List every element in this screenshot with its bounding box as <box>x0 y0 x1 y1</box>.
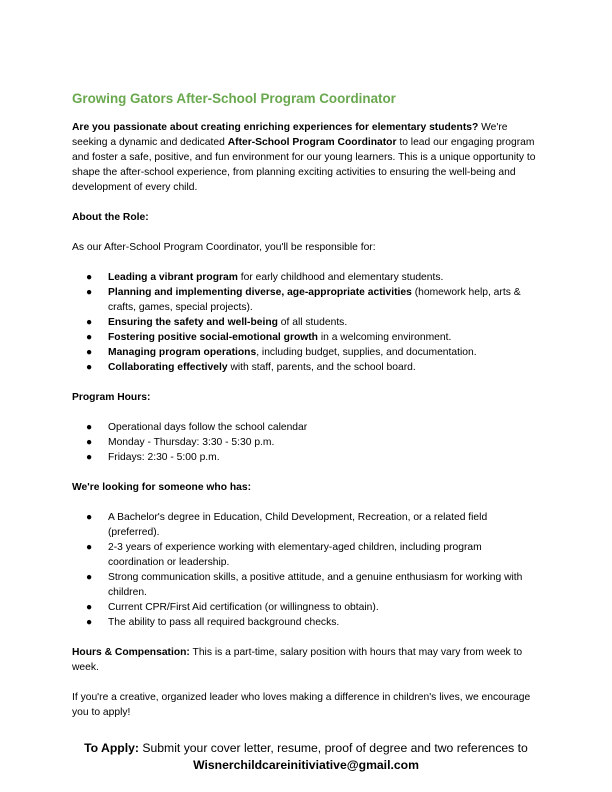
hours-heading: Program Hours: <box>72 392 151 403</box>
list-item <box>72 330 540 345</box>
compensation-text: This is a part-time, salary position with hours that may vary from week to week. <box>72 647 523 673</box>
bullet-icon: ● <box>86 512 93 523</box>
apply-line <box>72 740 540 757</box>
looking-heading: We're looking for someone who has: <box>72 482 252 493</box>
item-text: Fridays: 2:30 - 5:00 p.m. <box>108 452 220 463</box>
list-item <box>72 540 540 570</box>
list-item <box>72 510 540 540</box>
list-item <box>72 600 540 615</box>
bullet-icon: ● <box>86 572 93 583</box>
intro-paragraph <box>72 120 540 195</box>
item-text: Strong communication skills, a positive attitude, and a genuine enthusiasm for working with children. <box>108 572 523 598</box>
apply-label: To Apply: <box>84 741 139 755</box>
bullet-icon: ● <box>86 437 93 448</box>
list-item <box>72 570 540 600</box>
bullet-icon: ● <box>86 422 93 433</box>
item-bold: Planning and implementing diverse, age-appropriate activities <box>108 287 412 298</box>
bullet-icon: ● <box>86 617 93 628</box>
qualifications-list <box>72 510 540 630</box>
item-text: in a welcoming environment. <box>317 332 452 343</box>
item-text: The ability to pass all required background checks. <box>108 617 340 628</box>
bullet-icon: ● <box>86 452 93 463</box>
item-text: 2-3 years of experience working with elementary-aged children, including program coordination or leadership. <box>108 542 482 568</box>
apply-text: Submit your cover letter, resume, proof of degree and two references to <box>138 741 528 755</box>
list-item <box>72 615 540 630</box>
closing-paragraph: If you're a creative, organized leader who loves making a difference in children's lives, we encourage you to apply! <box>72 692 531 718</box>
intro-text-2: to lead our engaging program and foster a safe, positive, and fun environment for our young learners. This is a unique opportunity to shape the after-school experience, from planning exciting activities to ensuring the well-being and development of every child. <box>72 137 536 193</box>
list-item <box>72 315 540 330</box>
item-text: for early childhood and elementary students. <box>237 272 444 283</box>
item-text: A Bachelor's degree in Education, Child Development, Recreation, or a related field (preferred). <box>108 512 488 538</box>
compensation-label: Hours & Compensation: <box>72 647 190 658</box>
list-item <box>72 345 540 360</box>
item-text: Monday - Thursday: 3:30 - 5:30 p.m. <box>108 437 275 448</box>
apply-email[interactable]: Wisnerchildcareinitiviative@gmail.com <box>193 758 419 772</box>
intro-role: After-School Program Coordinator <box>227 137 397 148</box>
hours-list <box>72 420 540 465</box>
apply-section <box>72 740 540 774</box>
bullet-icon: ● <box>86 347 93 358</box>
bullet-icon: ● <box>86 317 93 328</box>
list-item <box>72 270 540 285</box>
item-text: with staff, parents, and the school board. <box>227 362 416 373</box>
bullet-icon: ● <box>86 602 93 613</box>
about-lead: As our After-School Program Coordinator, you'll be responsible for: <box>72 242 376 253</box>
bullet-icon: ● <box>86 272 93 283</box>
item-bold: Collaborating effectively <box>108 362 228 373</box>
item-text: Operational days follow the school calendar <box>108 422 308 433</box>
item-bold: Managing program operations <box>108 347 257 358</box>
bullet-icon: ● <box>86 542 93 553</box>
item-text: (homework help, arts & crafts, games, special projects). <box>108 287 521 313</box>
list-item <box>72 420 540 435</box>
list-item <box>72 450 540 465</box>
intro-text-1: We're seeking a dynamic and dedicated <box>72 122 508 148</box>
bullet-icon: ● <box>86 362 93 373</box>
about-heading: About the Role: <box>72 212 149 223</box>
list-item <box>72 360 540 375</box>
item-text: , including budget, supplies, and documentation. <box>256 347 477 358</box>
item-bold: Fostering positive social-emotional growth <box>108 332 318 343</box>
intro-lead: Are you passionate about creating enriching experiences for elementary students? <box>72 122 479 133</box>
bullet-icon: ● <box>86 332 93 343</box>
list-item <box>72 435 540 450</box>
item-bold: Leading a vibrant program <box>108 272 238 283</box>
item-text: Current CPR/First Aid certification (or willingness to obtain). <box>108 602 379 613</box>
item-text: of all students. <box>277 317 348 328</box>
list-item <box>72 285 540 315</box>
page-title: Growing Gators After-School Program Coordinator <box>72 91 396 106</box>
item-bold: Ensuring the safety and well-being <box>108 317 278 328</box>
compensation-paragraph <box>72 645 540 675</box>
responsibilities-list <box>72 270 540 375</box>
bullet-icon: ● <box>86 287 93 298</box>
